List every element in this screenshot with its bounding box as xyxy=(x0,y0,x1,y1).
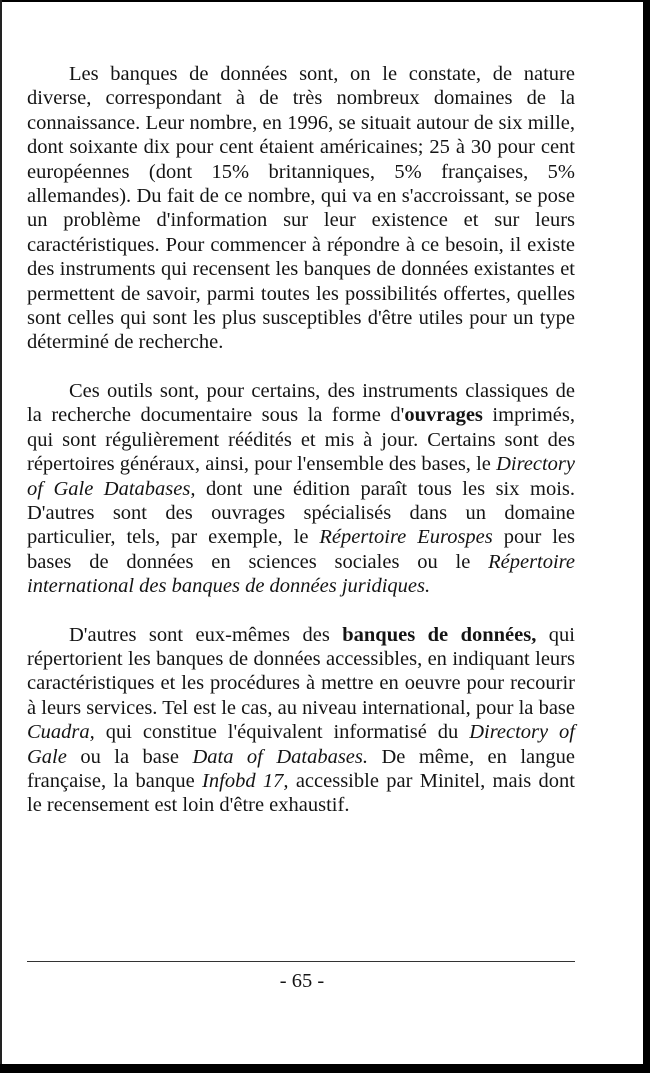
scan-border-bottom xyxy=(0,1064,650,1073)
italic-text-run: Cuadra, xyxy=(27,721,95,744)
scan-border-top xyxy=(0,0,650,2)
body-text xyxy=(27,62,575,818)
text-run: accessible par Minitel, mais dont le recensement est loin d'être exhaustif. xyxy=(27,769,576,817)
text-run: D'autres sont eux-mêmes des xyxy=(69,623,343,646)
scan-border-left xyxy=(0,0,2,1073)
bold-text-run: banques de données, xyxy=(342,623,537,646)
italic-text-run: Data of Databases. xyxy=(192,745,369,768)
text-run: Ces outils sont, pour certains, des instruments classiques de la recherche documentaire sous la forme d' xyxy=(27,379,575,427)
text-run: Les banques de données sont, on le constate, de nature diverse, correspondant à de très nombreux domaines de la connaissance. Leur nombre, en 1996, se situait autour de six mille, dont soixante dix pour cent étaient américaines; 25 à 30 pour cent européennes (dont 15% britanniques, 5% françaises, 5% allemandes). Du fait de ce nombre, qui va en s'accroissant, se pose un problème d'information sur leur existence et sur leurs caractéristiques. Pour commencer à répondre à ce besoin, il existe des instruments qui recensent les banques de données existantes et permettent de savoir, parmi toutes les possibilités offertes, quelles sont celles qui sont les plus susceptibles d'être utiles pour un type déterminé de recherche. xyxy=(27,63,575,354)
italic-text-run: Répertoire Eurospes xyxy=(319,526,493,549)
italic-text-run: Infobd 17, xyxy=(202,769,289,792)
text-run: ou la base xyxy=(66,745,193,768)
text-run: De même, en langue française, la banque xyxy=(27,745,575,792)
italic-text-run: Directory of Gale Databases, xyxy=(27,453,575,500)
footer-rule xyxy=(27,961,575,962)
italic-text-run: Directory of Gale xyxy=(27,721,575,768)
paragraph xyxy=(27,62,575,355)
text-run: pour les bases de données en sciences sociales ou le xyxy=(27,526,575,573)
italic-text-run: Répertoire international des banques de données juridiques. xyxy=(27,550,575,598)
page-number: - 65 - xyxy=(279,970,325,992)
paragraph xyxy=(27,379,575,599)
text-run: dont une édition paraît tous les six mois. D'autres sont des ouvrages spécialisés dans un domaine particulier, tels, par exemple, le xyxy=(27,477,575,549)
text-run: imprimés, qui sont régulièrement réédités et mis à jour. Certains sont des répertoires généraux, ainsi, pour l'ensemble des bases, le xyxy=(27,404,575,476)
scan-border-right xyxy=(643,0,650,1073)
paragraph xyxy=(27,623,575,818)
text-run: qui constitue l'équivalent informatisé du xyxy=(94,721,470,744)
bold-text-run: ouvrages xyxy=(404,404,483,427)
text-run: qui répertorient les banques de données accessibles, en indiquant leurs caractéristiques et les procédures à mettre en oeuvre pour recourir à leurs services. Tel est le cas, au niveau international, pour la base xyxy=(27,623,575,719)
